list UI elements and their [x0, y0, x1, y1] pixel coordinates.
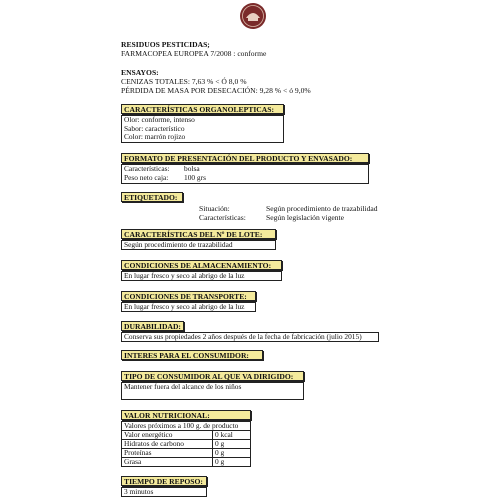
organolepticas-box [121, 115, 284, 143]
nutricional-value: 0 g [213, 440, 251, 449]
ensayos-line-1: CENIZAS TOTALES: 7,63 % < Ó 8,0 % [121, 77, 247, 86]
nutricional-table [121, 421, 251, 467]
transporte-value: En lugar fresco y seco al abrigo de la luz [121, 302, 256, 312]
interes-header: INTERES PARA EL CONSUMIDOR: [121, 350, 263, 360]
nutricional-label: Grasa [122, 458, 213, 467]
ensayos-line-2: PÉRDIDA DE MASA POR DESECACIÓN: 9,28 % < ó 9,0% [121, 86, 311, 95]
organolepticas-line: Color: marrón rojizo [124, 132, 186, 142]
etiquetado-value: Según legislación vigente [266, 213, 345, 222]
nutricional-label: Valores próximos a 100 g. de producto [122, 422, 251, 431]
nutricional-value: 0 g [213, 458, 251, 467]
nutricional-value: 0 kcal [213, 431, 251, 440]
residuos-heading: RESIDUOS PESTICIDAS; [121, 40, 210, 49]
almacenamiento-header: CONDICIONES DE ALMACENAMIENTO: [121, 260, 282, 270]
durabilidad-header: DURABILIDAD: [121, 321, 184, 331]
formato-label: Características: [124, 164, 170, 173]
organolepticas-line: Sabor: característico [124, 123, 185, 133]
nutricional-header: VALOR NUTRICIONAL: [121, 410, 251, 420]
etiquetado-header: ETIQUETADO: [121, 192, 183, 202]
nutricional-label: Proteínas [122, 449, 213, 458]
nutricional-label: Hidratos de carbono [122, 440, 213, 449]
transporte-header: CONDICIONES DE TRANSPORTE: [121, 291, 256, 301]
consumidor-header: TIPO DE CONSUMIDOR AL QUE VA DIRIGIDO: [121, 371, 304, 381]
consumidor-value: Mantener fuera del alcance de los niños [121, 382, 304, 400]
lote-value: Según procedimiento de trazabilidad [121, 240, 276, 250]
reposo-header: TIEMPO DE REPOSO: [121, 476, 207, 486]
reposo-value: 3 minutos [121, 487, 207, 497]
table-row [122, 458, 251, 467]
formato-box [121, 164, 369, 184]
formato-value: 100 grs [184, 173, 206, 182]
residuos-line: FARMACOPEA EUROPEA 7/2008 : conforme [121, 49, 267, 58]
nutricional-value: 0 g [213, 449, 251, 458]
formato-value: bolsa [184, 164, 200, 173]
nutricional-label: Valor energético [122, 431, 213, 440]
lote-header: CARACTERÍSTICAS DEL Nº DE LOTE: [121, 229, 276, 239]
formato-header: FORMATO DE PRESENTACIÓN DEL PRODUCTO Y ENVASADO: [121, 153, 369, 163]
formato-label: Peso neto caja: [124, 173, 169, 182]
organolepticas-header: CARACTERÍSTICAS ORGANOLEPTICAS: [121, 104, 284, 114]
organolepticas-line: Olor: conforme, intenso [124, 115, 195, 124]
etiquetado-value: Según procedimiento de trazabilidad [266, 204, 378, 213]
ensayos-heading: ENSAYOS: [121, 68, 159, 77]
durabilidad-value: Conserva sus propiedades 2 años después de la fecha de fabricación (julio 2015) [121, 332, 379, 342]
almacenamiento-value: En lugar fresco y seco al abrigo de la luz [121, 271, 282, 281]
etiquetado-label: Características: [199, 213, 246, 222]
brand-logo-icon [239, 2, 267, 30]
etiquetado-label: Situación: [199, 204, 230, 213]
